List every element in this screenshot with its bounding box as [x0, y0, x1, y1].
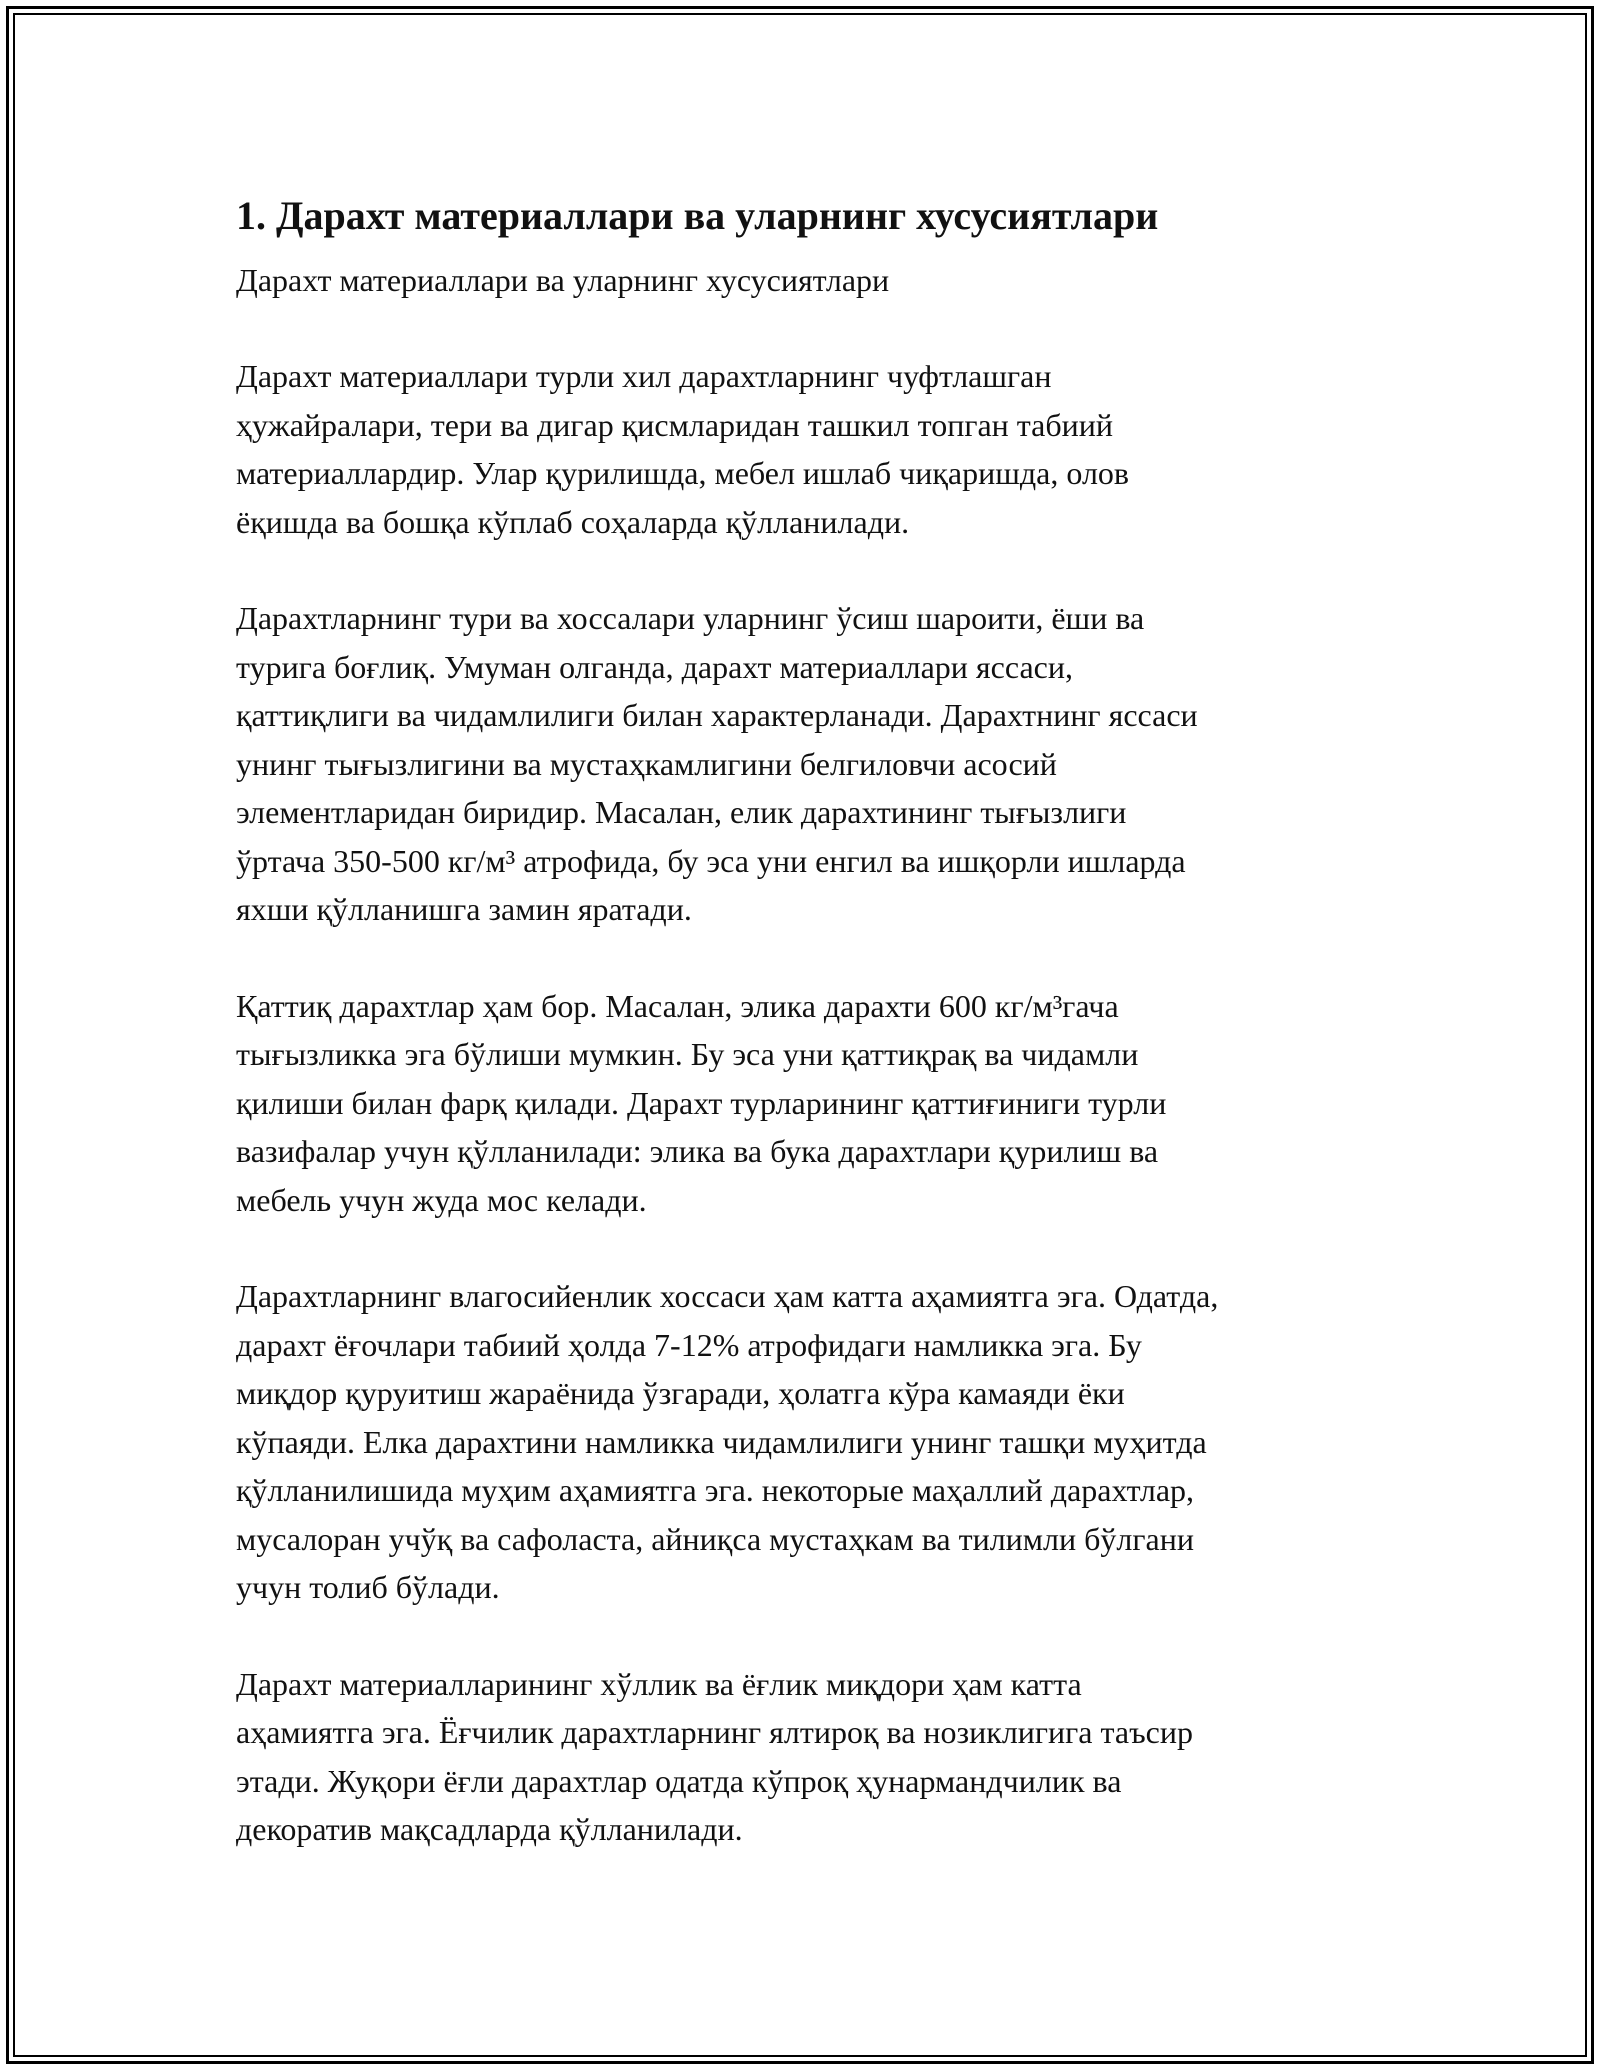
- document-title: 1. Дарахт материаллари ва уларнинг хусусиятлари: [236, 193, 1159, 238]
- paragraph-5: Дарахт материалларининг хўллик ва ёғлик миқдори ҳам катта аҳамиятга эга. Ёғчилик дарахтларнинг ялтироқ ва нозиклигига таъсир этади. Жуқори ёғли дарахтлар одатда кўпроқ ҳунармандчилик ва декоратив мақсадларда қўлланилади.: [236, 1665, 1193, 1847]
- document-body: [236, 188, 1396, 1854]
- paragraph-3: Қаттиқ дарахтлар ҳам бор. Масалан, элика дарахти 600 кг/м³гача тығызликка эга бўлиши мумкин. Бу эса уни қаттиқрақ ва чидамли қилиши билан фарқ қилади. Дарахт турларининг қаттиғиниги турли вазифалар учун қўлланилади: элика ва бука дарахтлари қурилиш ва мебель учун жуда мос келади.: [236, 987, 1167, 1218]
- paragraph-2: Дарахтларнинг тури ва хоссалари уларнинг ўсиш шароити, ёши ва турига боғлиқ. Умуман олганда, дарахт материаллари яссаси, қаттиқлиги ва чидамлилиги билан характерланади. Дарахтнинг яссаси унинг тығызлигини ва мустаҳкамлигини белгиловчи асосий элементларидан биридир. Масалан, елик дарахтининг тығызлиги ўртача 350-500 кг/м³ атрофида, бу эса уни енгил ва ишқорли ишларда яхши қўлланишга замин яратади.: [236, 600, 1198, 927]
- paragraph-1: Дарахт материаллари турли хил дарахтларнинг чуфтлашган ҳужайралари, тери ва дигар қисмларидан ташкил топган табиий материаллардир. Улар қурилишда, мебел ишлаб чиқаришда, олов ёқишда ва бошқа кўплаб соҳаларда қўлланилади.: [236, 358, 1130, 540]
- document-subtitle: Дарахт материаллари ва уларнинг хусусиятлари: [236, 262, 890, 298]
- paragraph-4: Дарахтларнинг влагосийенлик хоссаси ҳам катта аҳамиятга эга. Одатда, дарахт ёғочлари табиий ҳолда 7-12% атрофидаги намликка эга. Бу миқдор қуруитиш жараёнида ўзгаради, ҳолатга кўра камаяди ёки кўпаяди. Елка дарахтини намликка чидамлилиги унинг ташқи муҳитда қўлланилишида муҳим аҳамиятга эга. некоторые маҳаллий дарахтлар, мусалоран учўқ ва сафоласта, айниқса мустаҳкам ва тилимли бўлгани учун толиб бўлади.: [236, 1278, 1219, 1605]
